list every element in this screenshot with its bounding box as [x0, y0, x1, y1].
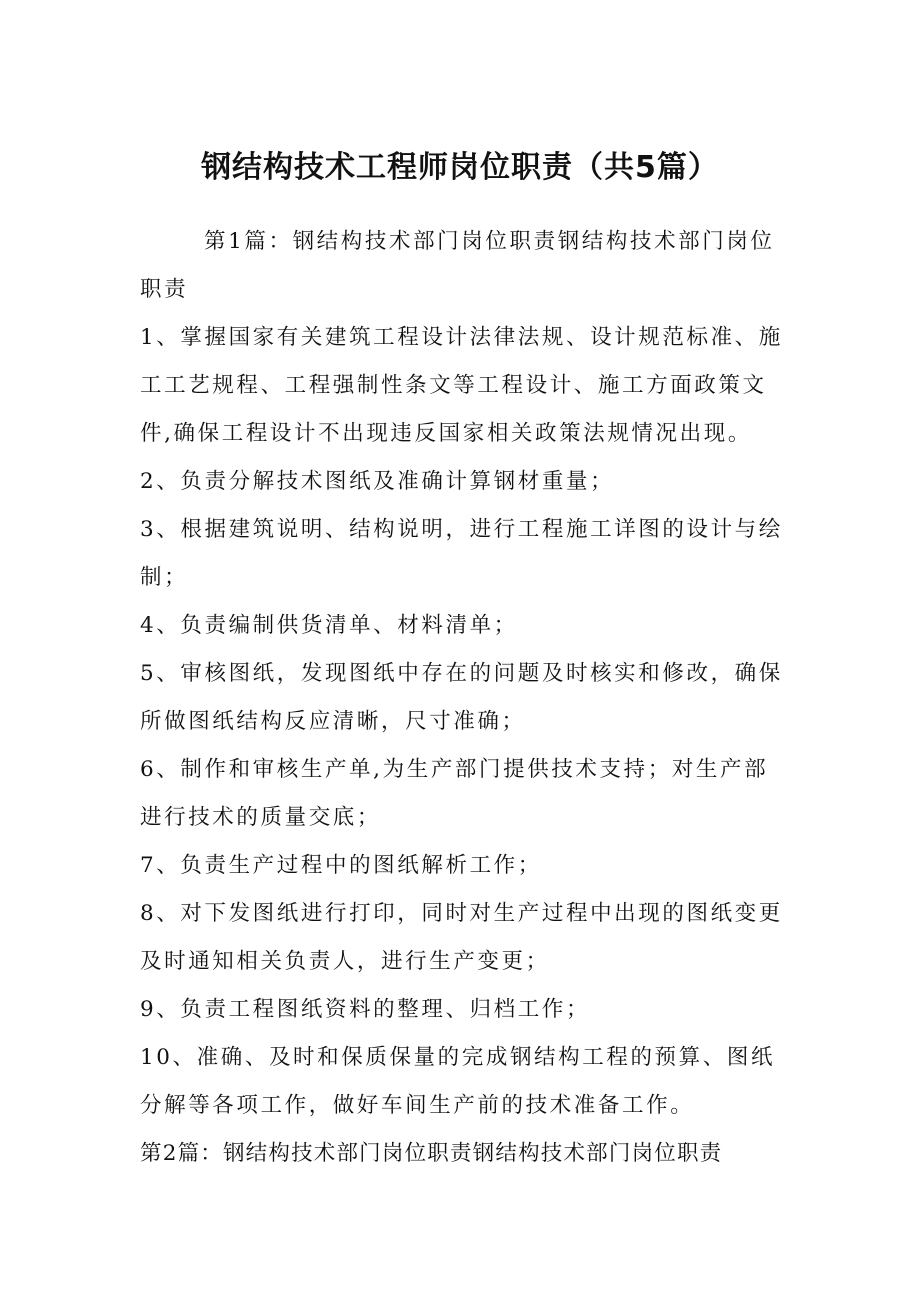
paragraph-section-2-heading: 第2篇：钢结构技术部门岗位职责钢结构技术部门岗位职责 [140, 1141, 723, 1166]
paragraph-section-1-heading: 第1篇：钢结构技术部门岗位职责钢结构技术部门岗位职责 [140, 229, 775, 302]
paragraph-item-2: 2、负责分解技术图纸及准确计算钢材重量； [140, 469, 615, 494]
paragraph-item-1: 1、掌握国家有关建筑工程设计法律法规、设计规范标准、施工工艺规程、工程强制性条文等工程设计、施工方面政策文件,确保工程设计不出现违反国家相关政策法规情况出现。 [140, 325, 783, 446]
paragraph-item-6: 6、制作和审核生产单,为生产部门提供技术支持；对生产部进行技术的质量交底； [140, 757, 769, 830]
paragraph-item-3: 3、根据建筑说明、结构说明，进行工程施工详图的设计与绘制； [140, 517, 783, 590]
paragraph-item-8: 8、对下发图纸进行打印，同时对生产过程中出现的图纸变更及时通知相关负责人，进行生产变更； [140, 901, 783, 974]
document-body [140, 218, 784, 1178]
paragraph-item-7: 7、负责生产过程中的图纸解析工作； [140, 853, 542, 878]
paragraph-item-4: 4、负责编制供货清单、材料清单； [140, 613, 518, 638]
document-title: 钢结构技术工程师岗位职责（共5篇） [201, 150, 719, 185]
paragraph-item-5: 5、审核图纸，发现图纸中存在的问题及时核实和修改，确保所做图纸结构反应清晰，尺寸准确； [140, 661, 783, 734]
paragraph-item-9: 9、负责工程图纸资料的整理、归档工作； [140, 997, 591, 1022]
paragraph-item-10: 10、准确、及时和保质保量的完成钢结构工程的预算、图纸分解等各项工作，做好车间生产前的技术准备工作。 [140, 1045, 776, 1118]
